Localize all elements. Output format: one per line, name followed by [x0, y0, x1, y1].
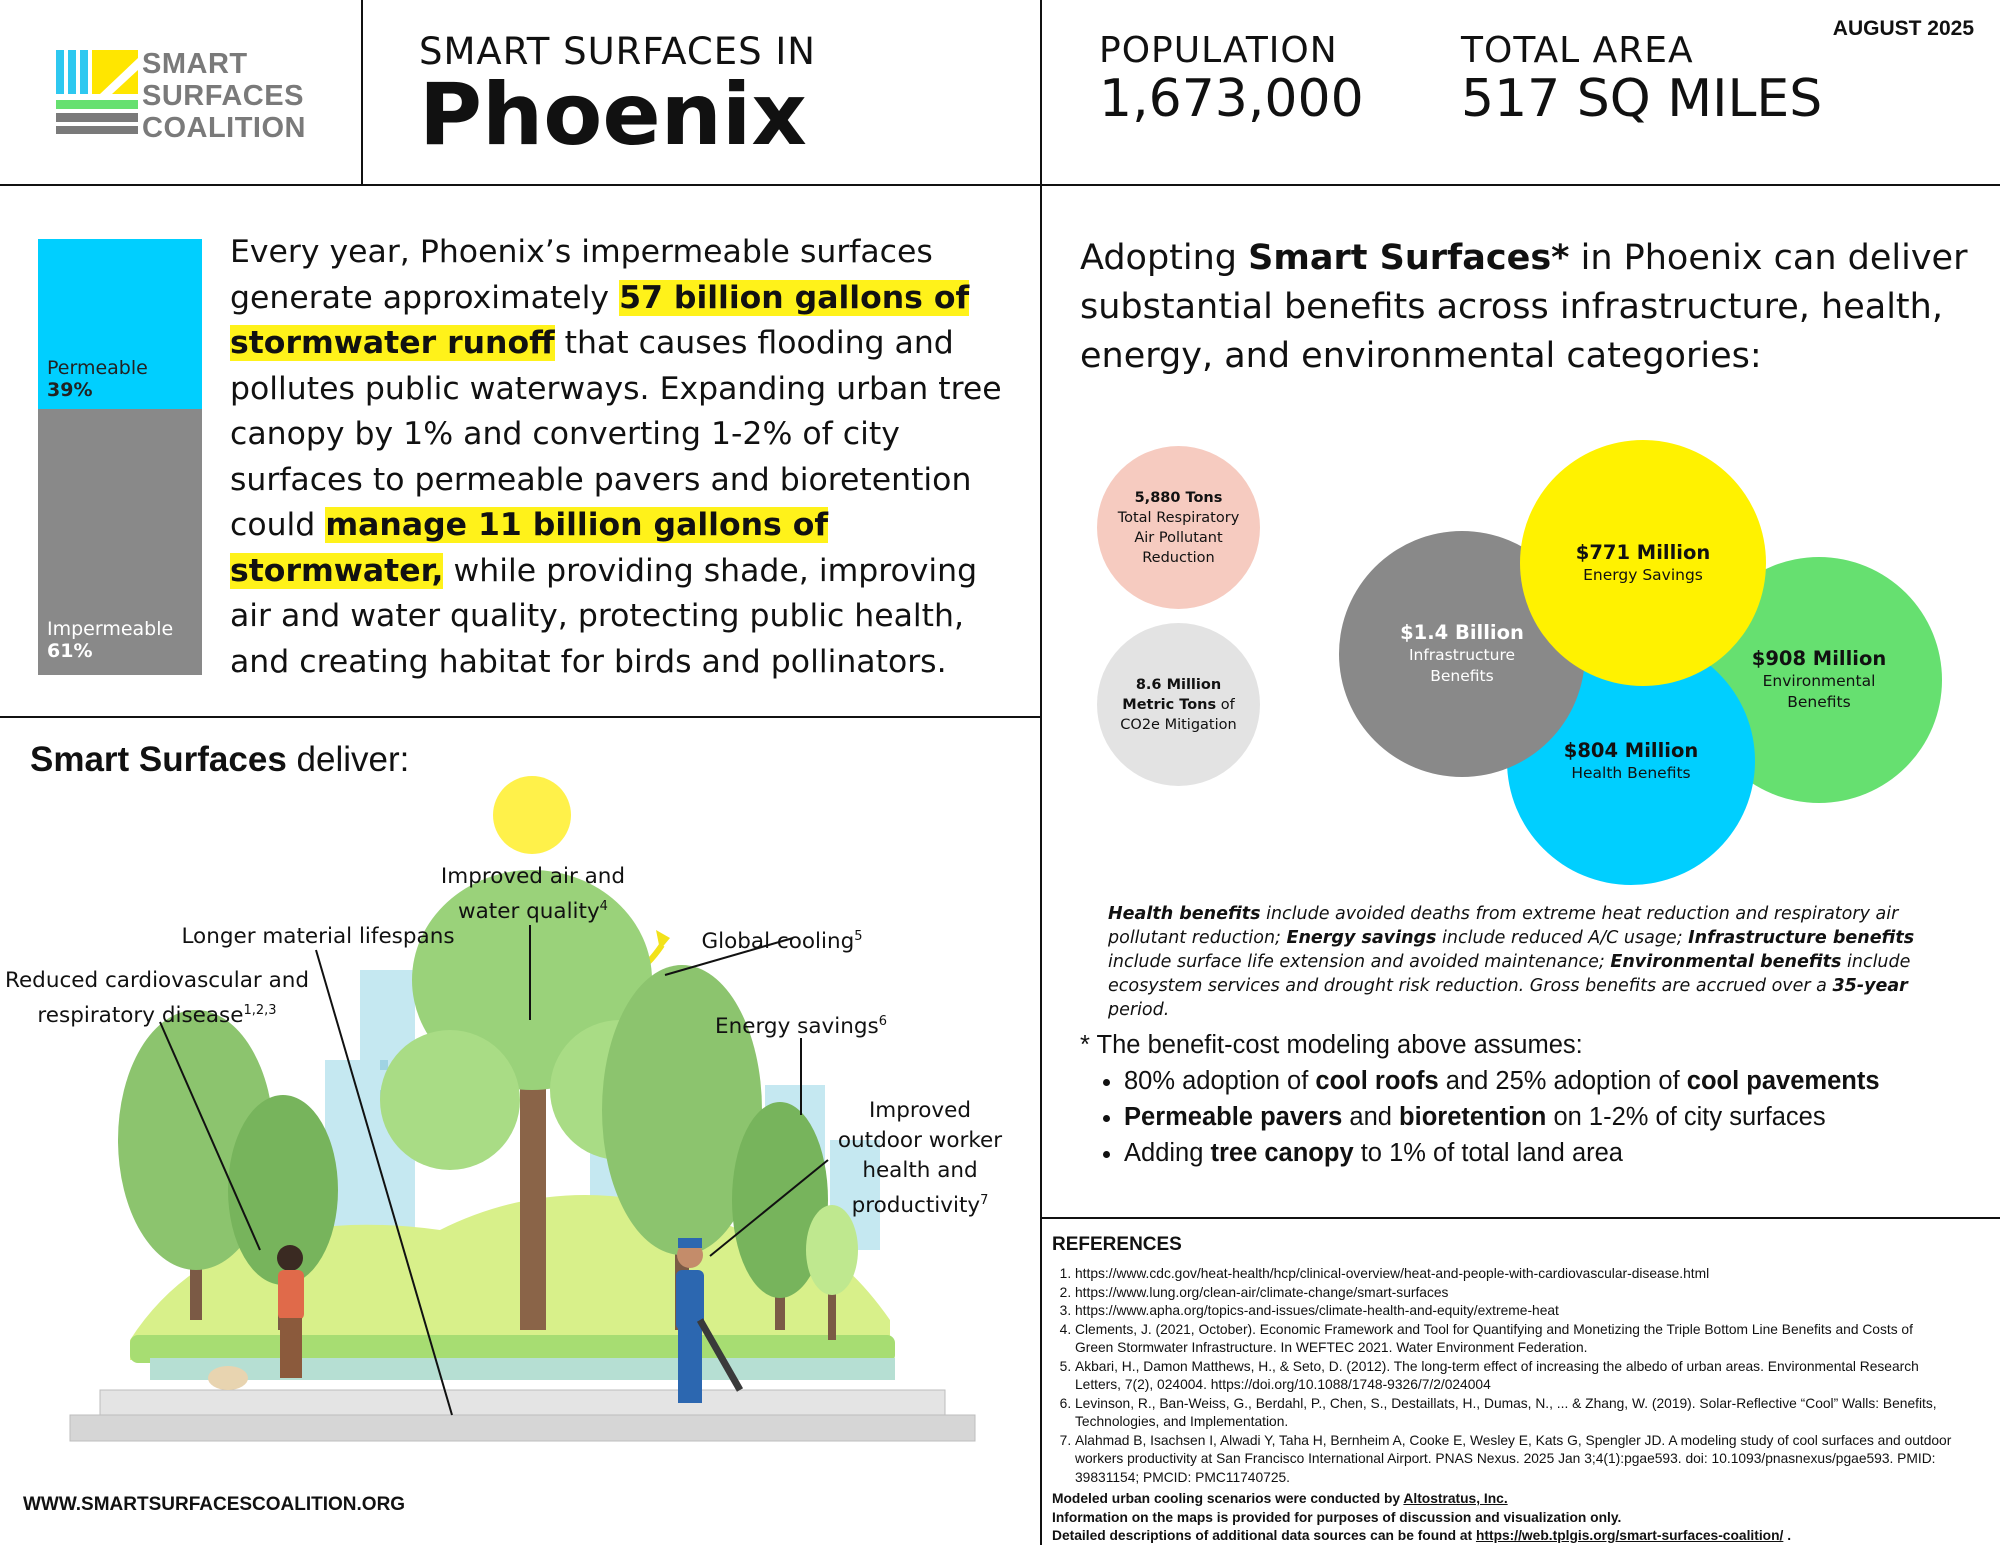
co2e-bubble: 8.6 Million Metric Tons of CO2e Mitigation	[1097, 623, 1260, 786]
label-air-water: Improved air and water quality$^4$	[440, 864, 626, 925]
energy-bubble: $771 Million Energy Savings	[1520, 440, 1766, 686]
label-energy-savings: Energy savings$^6$	[715, 1014, 887, 1040]
adopt-paragraph: Adopting Smart Surfaces* in Phoenix can deliver substantial benefits across infrastructure, health, energy, and environmental categories:	[1080, 238, 1968, 376]
reference-item[interactable]: 2. https://www.lung.org/clean-air/climate-change/smart-surfaces	[1075, 1284, 1952, 1303]
references-list	[1052, 1265, 1952, 1487]
benefits-note: Health benefits include avoided deaths from extreme heat reduction and respiratory air pollutant reduction; Energy savings include reduced A/C usage; Infrastructure benefits include surface life extension and avoided maintenance; Environmental benefits include ecosystem services and drought risk reduction. Gross benefits are accrued over a 35-year period.	[1108, 904, 1915, 1020]
report-date: AUGUST 2025	[1832, 17, 1974, 40]
altostratus-link[interactable]: Altostratus, Inc.	[1403, 1491, 1508, 1506]
center-divider	[1040, 0, 1042, 1545]
impermeable-label: Impermeable 61%	[47, 618, 174, 662]
reference-item[interactable]: 3. https://www.apha.org/topics-and-issues/climate-health-and-equity/extreme-heat	[1075, 1302, 1952, 1321]
page-subtitle: SMART SURFACES IN	[419, 30, 816, 73]
assumption-item: • Adding tree canopy to 1% of total land area	[1124, 1135, 1980, 1171]
reference-item[interactable]: 1. https://www.cdc.gov/heat-health/hcp/clinical-overview/heat-and-people-with-cardiovascular-disease.html	[1075, 1265, 1952, 1284]
permeable-label: Permeable 39%	[47, 357, 148, 401]
area-label: TOTAL AREA	[1461, 30, 1694, 71]
data-sources-link[interactable]: https://web.tplgis.org/smart-surfaces-coalition/	[1475, 1528, 1784, 1543]
header-bottom-rule	[0, 184, 2000, 186]
reference-item: 7. Alahmad B, Isachsen I, Alwadi Y, Taha H, Bernheim A, Cooke E, Wesley E, Kats G, Spengler JD. A modeling study of cool surfaces and outdoor workers productivity at San Francisco International Airport. PNAS Nexus. 2025 Jan 3;4(1):pgae593. doi: 10.1093/pnasnexus/pgae593. PMID: 39831154; PMCID: PMC11740725.	[1075, 1432, 1952, 1488]
label-material-lifespans: Longer material lifespans	[181, 924, 455, 949]
infrastructure-bubble: $1.4 Billion Infrastructure Benefits	[1339, 531, 1585, 777]
reference-item: 4. Clements, J. (2021, October). Economic Framework and Tool for Quantifying and Monetizing the Triple Bottom Line Benefits and Costs of Green Stormwater Infrastructure. In WEFTEC 2021. Water Environment Federation.	[1075, 1321, 1952, 1358]
area-value: 517 SQ MILES	[1461, 69, 1823, 129]
references-footer: Modeled urban cooling scenarios were conducted by Altostratus, Inc. Information on the maps is provided for purposes of discussion and visualization only. Detailed descriptions of additional data sources can be found at https://web.tplgis.org/smart-surfaces-coalition/ .	[1052, 1491, 1792, 1543]
left-mid-rule	[0, 716, 1041, 718]
assumption-item: • Permeable pavers and bioretention on 1-2% of city surfaces	[1124, 1099, 1980, 1135]
right-mid-rule	[1041, 1217, 2000, 1219]
runoff-highlight: 57 billion gallons of stormwater runoff	[230, 279, 970, 361]
logo[interactable]	[56, 48, 316, 144]
reference-item: 5. Akbari, H., Damon Matthews, H., & Seto, D. (2012). The long-term effect of increasing the albedo of urban areas. Environmental Research Letters, 7(2), 024004. https://doi.org/10.1088/1748-9326/7/2/024004	[1075, 1358, 1952, 1395]
website-link[interactable]: WWW.SMARTSURFACESCOALITION.ORG	[23, 1494, 406, 1515]
health-bubble: $804 Million Health Benefits	[1507, 637, 1755, 885]
assumptions-title: * The benefit-cost modeling above assumes:	[1080, 1031, 1583, 1059]
logo-line-3: COALITION	[142, 112, 306, 144]
assumption-item: • 80% adoption of cool roofs and 25% adoption of cool pavements	[1124, 1063, 1980, 1099]
population-label: POPULATION	[1099, 30, 1338, 71]
logo-line-2: SURFACES	[142, 80, 304, 112]
page-title: Phoenix	[419, 65, 807, 165]
managed-highlight: manage 11 billion gallons of stormwater,	[230, 507, 829, 589]
surface-bar	[38, 239, 202, 675]
label-outdoor-worker: Improved outdoor worker health and productivity$^7$	[837, 1098, 1003, 1219]
references-title: REFERENCES	[1052, 1234, 1182, 1255]
population-value: 1,673,000	[1099, 69, 1364, 129]
environmental-bubble: $908 Million Environmental Benefits	[1696, 557, 1942, 803]
logo-line-1: SMART	[142, 48, 248, 80]
sun-icon	[493, 776, 571, 854]
assumptions	[1080, 1027, 1980, 1171]
header-divider-1	[361, 0, 363, 186]
population-stat	[1099, 30, 1364, 127]
area-stat	[1461, 30, 1822, 127]
intro-paragraph: Every year, Phoenix’s impermeable surfaces generate approximately 57 billion gallons of stormwater runoff that causes flooding and pollutes public waterways. Expanding urban tree canopy by 1% and converting 1-2% of city surfaces to permeable pavers and bioretention could manage 11 billion gallons of stormwater, while providing shade, improving air and water quality, protecting public health, and creating habitat for birds and pollinators.	[230, 234, 1002, 680]
deliver-heading: Smart Surfaces deliver:	[30, 740, 410, 779]
label-cardio: Reduced cardiovascular and respiratory disease$^{1,2,3}$	[4, 968, 310, 1029]
air-pollutant-bubble: 5,880 Tons Total Respiratory Air Pollutant Reduction	[1097, 446, 1260, 609]
logo-mark-icon	[56, 50, 138, 134]
label-global-cooling: Global cooling$^5$	[701, 929, 863, 955]
reference-item: 6. Levinson, R., Ban-Weiss, G., Berdahl, P., Chen, S., Destaillats, H., Dumas, N., ... & Zhang, W. (2019). Solar-Reflective “Cool” Walls: Benefits, Technologies, and Implementation.	[1075, 1395, 1952, 1432]
